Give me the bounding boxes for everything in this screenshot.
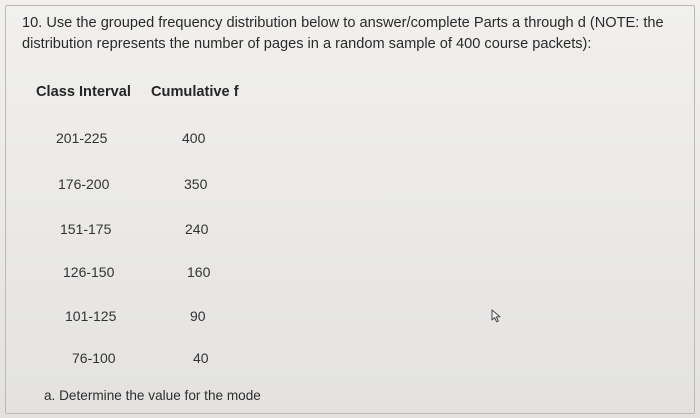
row-3-cumulative-f: 240 <box>185 221 209 237</box>
row-2-interval: 176-200 <box>58 176 110 192</box>
row-2-cumulative-f: 350 <box>184 176 208 192</box>
row-5-interval: 101-125 <box>65 308 117 324</box>
row-5-cumulative-f: 90 <box>190 308 206 324</box>
row-6-cumulative-f: 40 <box>193 350 209 366</box>
cumulative-f-header: Cumulative f <box>151 84 239 100</box>
mouse-pointer-icon <box>490 309 504 323</box>
question-text: 10. Use the grouped frequency distribution below to answer/complete Parts a through d (NOTE: the distribution represents the number of pages in a random sample of 400 course packets): <box>22 15 664 52</box>
row-4-interval: 126-150 <box>63 264 115 280</box>
part-a-prompt: a. Determine the value for the mode <box>44 388 261 403</box>
row-3-interval: 151-175 <box>60 221 112 237</box>
row-6-interval: 76-100 <box>72 350 116 366</box>
class-interval-header: Class Interval <box>36 84 131 100</box>
row-4-cumulative-f: 160 <box>187 264 211 280</box>
row-1-interval: 201-225 <box>56 130 108 146</box>
row-1-cumulative-f: 400 <box>182 130 206 146</box>
